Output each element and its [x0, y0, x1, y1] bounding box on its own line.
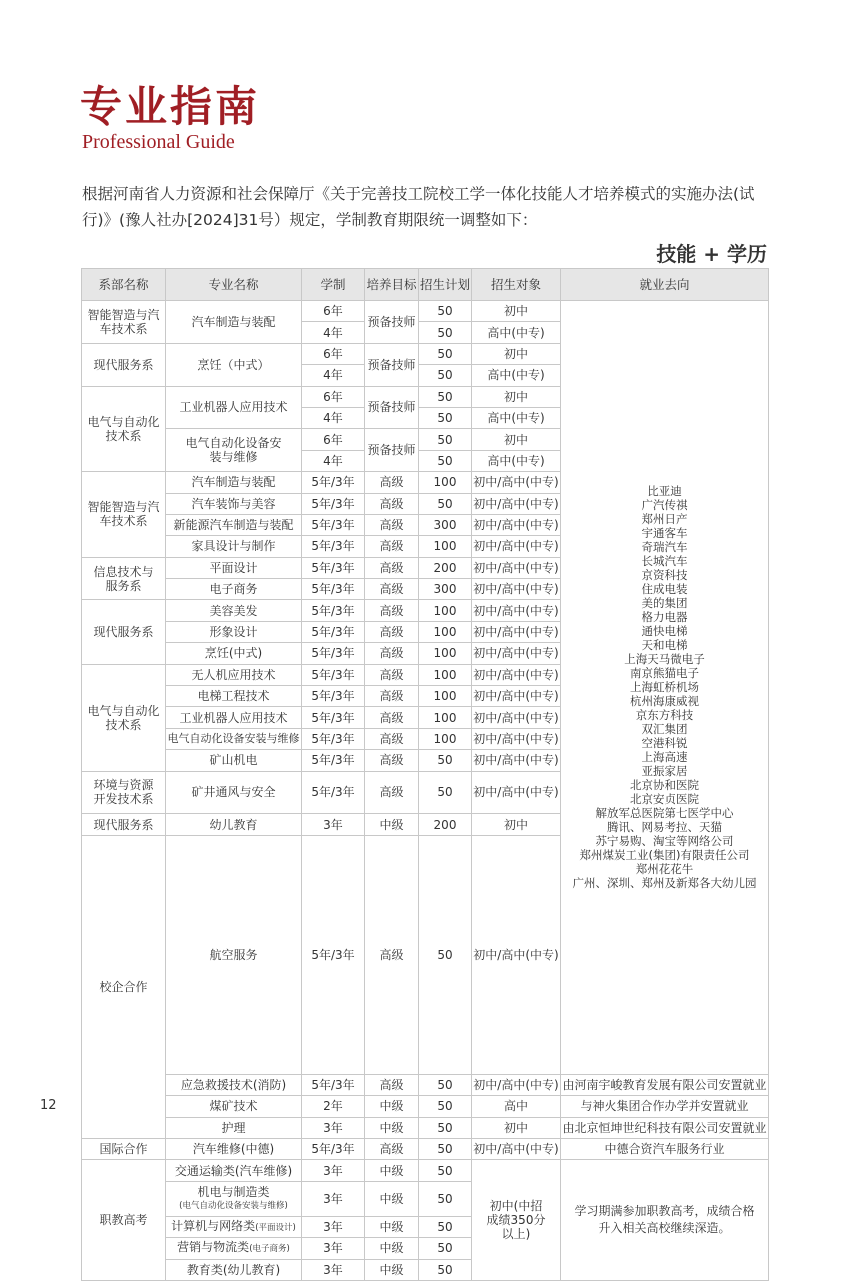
dept-cell: 校企合作 — [82, 835, 166, 1138]
plan-cell: 50 — [419, 1138, 472, 1159]
plan-cell: 50 — [419, 365, 472, 386]
duration-cell: 4年 — [302, 322, 365, 343]
target-cell: 初中/高中(中专) — [472, 643, 561, 664]
duration-cell: 5年/3年 — [302, 835, 365, 1074]
major-cell: 航空服务 — [166, 835, 302, 1074]
duration-cell: 3年 — [302, 1181, 365, 1216]
table-header-row — [82, 269, 769, 301]
target-cell: 高中(中专) — [472, 407, 561, 428]
employer-item: 空港科锐 — [641, 736, 688, 751]
target-cell: 初中/高中(中专) — [472, 771, 561, 814]
employer-item: 京资科技 — [641, 568, 688, 583]
employer-item: 解放军总医院第七医学中心 — [595, 806, 734, 821]
header-goal: 培养目标 — [365, 269, 419, 301]
plan-cell: 100 — [419, 707, 472, 728]
goal-cell: 高级 — [365, 1074, 419, 1095]
major-cell: 汽车制造与装配 — [166, 472, 302, 493]
target-cell: 初中/高中(中专) — [472, 579, 561, 600]
target-cell: 高中(中专) — [472, 450, 561, 471]
plan-cell: 50 — [419, 322, 472, 343]
duration-cell: 5年/3年 — [302, 621, 365, 642]
duration-cell: 5年/3年 — [302, 557, 365, 578]
duration-cell: 5年/3年 — [302, 771, 365, 814]
duration-cell: 5年/3年 — [302, 1074, 365, 1095]
plan-cell: 200 — [419, 814, 472, 835]
goal-cell: 高级 — [365, 643, 419, 664]
table-row — [82, 301, 769, 322]
target-cell: 初中/高中(中专) — [472, 557, 561, 578]
duration-cell: 6年 — [302, 301, 365, 322]
duration-cell: 4年 — [302, 407, 365, 428]
dept-cell: 智能智造与汽车技术系 — [82, 301, 166, 344]
plan-cell: 50 — [419, 1216, 472, 1237]
major-cell: 教育类(幼儿教育) — [166, 1259, 302, 1280]
goal-cell: 高级 — [365, 621, 419, 642]
dept-cell: 智能智造与汽车技术系 — [82, 472, 166, 558]
plan-cell: 100 — [419, 643, 472, 664]
plan-cell: 50 — [419, 429, 472, 450]
plan-cell: 100 — [419, 686, 472, 707]
duration-cell: 3年 — [302, 1160, 365, 1181]
major-cell: 形象设计 — [166, 621, 302, 642]
duration-cell: 5年/3年 — [302, 493, 365, 514]
employer-item: 美的集团 — [641, 596, 688, 611]
major-cell: 工业机器人应用技术 — [166, 386, 302, 429]
plan-cell: 50 — [419, 1238, 472, 1259]
dept-cell: 环境与资源开发技术系 — [82, 771, 166, 814]
target-cell: 初中/高中(中专) — [472, 1138, 561, 1159]
employer-item: 上海天马微电子 — [624, 652, 705, 667]
goal-cell: 高级 — [365, 1138, 419, 1159]
target-cell: 初中/高中(中专) — [472, 472, 561, 493]
goal-cell: 高级 — [365, 771, 419, 814]
duration-cell: 4年 — [302, 365, 365, 386]
goal-cell: 中级 — [365, 1160, 419, 1181]
major-cell: 汽车维修(中德) — [166, 1138, 302, 1159]
plan-cell: 100 — [419, 536, 472, 557]
target-cell: 初中/高中(中专) — [472, 536, 561, 557]
major-note: (平面设计) — [255, 1222, 296, 1233]
major-cell: 矿井通风与安全 — [166, 771, 302, 814]
target-cell: 初中(中招成绩350分以上) — [472, 1160, 561, 1281]
plan-cell: 50 — [419, 407, 472, 428]
goal-cell: 预备技师 — [365, 301, 419, 344]
plan-cell: 300 — [419, 514, 472, 535]
employer-item: 上海高速 — [641, 750, 688, 765]
employer-item: 北京协和医院 — [630, 778, 699, 793]
plan-cell: 50 — [419, 771, 472, 814]
goal-cell: 中级 — [365, 1117, 419, 1138]
duration-cell: 2年 — [302, 1096, 365, 1117]
major-cell: 无人机应用技术 — [166, 664, 302, 685]
goal-cell: 预备技师 — [365, 386, 419, 429]
target-cell: 初中/高中(中专) — [472, 493, 561, 514]
major-cell — [166, 1181, 302, 1216]
plan-cell: 50 — [419, 1259, 472, 1280]
header-employment: 就业去向 — [561, 269, 769, 301]
dept-cell: 国际合作 — [82, 1138, 166, 1159]
employment-cell: 由河南宇峻教育发展有限公司安置就业 — [561, 1074, 769, 1095]
duration-cell: 3年 — [302, 1117, 365, 1138]
employment-cell: 由北京恒坤世纪科技有限公司安置就业 — [561, 1117, 769, 1138]
target-cell: 初中/高中(中专) — [472, 664, 561, 685]
goal-cell: 中级 — [365, 1096, 419, 1117]
goal-cell: 高级 — [365, 835, 419, 1074]
page-number: 12 — [40, 1098, 57, 1113]
dept-cell: 现代服务系 — [82, 600, 166, 664]
plan-cell: 50 — [419, 1181, 472, 1216]
major-cell: 平面设计 — [166, 557, 302, 578]
table-row — [82, 1096, 769, 1117]
plan-cell: 50 — [419, 1074, 472, 1095]
employer-item: 亚振家居 — [641, 764, 688, 779]
employment-cell: 与神火集团合作办学并安置就业 — [561, 1096, 769, 1117]
target-cell: 初中/高中(中专) — [472, 835, 561, 1074]
page-subtitle: Professional Guide — [82, 131, 235, 153]
major-name: 计算机与网络类 — [171, 1218, 256, 1233]
employer-item: 郑州日产 — [641, 512, 688, 527]
duration-cell: 5年/3年 — [302, 1138, 365, 1159]
employer-item: 南京熊猫电子 — [630, 666, 699, 681]
major-cell: 汽车制造与装配 — [166, 301, 302, 344]
table-row — [82, 1160, 769, 1181]
target-cell: 初中/高中(中专) — [472, 686, 561, 707]
target-cell: 高中(中专) — [472, 322, 561, 343]
employment-cell: 学习期满参加职教高考，成绩合格升入相关高校继续深造。 — [561, 1160, 769, 1281]
duration-cell: 5年/3年 — [302, 686, 365, 707]
duration-cell: 6年 — [302, 429, 365, 450]
major-cell: 矿山机电 — [166, 750, 302, 771]
goal-cell: 高级 — [365, 536, 419, 557]
employer-item: 长城汽车 — [641, 554, 688, 569]
header-target: 招生对象 — [472, 269, 561, 301]
target-cell: 初中/高中(中专) — [472, 514, 561, 535]
goal-cell: 高级 — [365, 493, 419, 514]
employer-item: 广汽传祺 — [641, 498, 688, 513]
plan-cell: 200 — [419, 557, 472, 578]
goal-cell: 中级 — [365, 1259, 419, 1280]
dept-cell: 信息技术与服务系 — [82, 557, 166, 600]
major-cell: 应急救援技术(消防) — [166, 1074, 302, 1095]
target-cell: 初中 — [472, 386, 561, 407]
goal-cell: 高级 — [365, 728, 419, 749]
duration-cell: 5年/3年 — [302, 536, 365, 557]
plan-cell: 50 — [419, 450, 472, 471]
major-cell: 美容美发 — [166, 600, 302, 621]
employer-item: 郑州花花牛 — [635, 862, 694, 877]
employer-item: 腾讯、网易考拉、天猫 — [607, 820, 722, 835]
duration-cell: 5年/3年 — [302, 643, 365, 664]
major-cell: 护理 — [166, 1117, 302, 1138]
major-cell: 工业机器人应用技术 — [166, 707, 302, 728]
major-cell: 煤矿技术 — [166, 1096, 302, 1117]
plan-cell: 50 — [419, 1117, 472, 1138]
major-cell: 电梯工程技术 — [166, 686, 302, 707]
major-cell: 汽车装饰与美容 — [166, 493, 302, 514]
header-plan: 招生计划 — [419, 269, 472, 301]
major-note: (电气自动化设备安装与维修) — [179, 1200, 288, 1211]
goal-cell: 中级 — [365, 814, 419, 835]
employer-item: 通快电梯 — [641, 624, 688, 639]
section-label: 技能 + 学历 — [656, 242, 767, 266]
duration-cell: 3年 — [302, 814, 365, 835]
employer-item: 广州、深圳、郑州及新郑各大幼儿园 — [572, 876, 757, 891]
duration-cell: 3年 — [302, 1238, 365, 1259]
table-row — [82, 1138, 769, 1159]
target-cell: 高中 — [472, 1096, 561, 1117]
target-cell: 初中 — [472, 1117, 561, 1138]
goal-cell: 高级 — [365, 686, 419, 707]
page-title: 专业指南 — [80, 82, 261, 131]
major-cell: 幼儿教育 — [166, 814, 302, 835]
employer-item: 住成电装 — [641, 582, 688, 597]
plan-cell: 100 — [419, 472, 472, 493]
employer-item: 格力电器 — [641, 610, 688, 625]
target-cell: 初中/高中(中专) — [472, 1074, 561, 1095]
table-row — [82, 1074, 769, 1095]
major-cell: 电子商务 — [166, 579, 302, 600]
target-cell: 初中 — [472, 343, 561, 364]
plan-cell: 300 — [419, 579, 472, 600]
duration-cell: 5年/3年 — [302, 514, 365, 535]
duration-cell: 6年 — [302, 343, 365, 364]
target-cell: 初中 — [472, 301, 561, 322]
goal-cell: 高级 — [365, 707, 419, 728]
employer-item: 京东方科技 — [635, 708, 694, 723]
target-cell: 初中/高中(中专) — [472, 707, 561, 728]
header-dept: 系部名称 — [82, 269, 166, 301]
major-cell: 交通运输类(汽车维修) — [166, 1160, 302, 1181]
employer-item: 郑州煤炭工业(集团)有限责任公司 — [579, 848, 750, 863]
goal-cell: 预备技师 — [365, 429, 419, 472]
employer-item: 北京安贞医院 — [630, 792, 699, 807]
employment-cell: 中德合资汽车服务行业 — [561, 1138, 769, 1159]
goal-cell: 高级 — [365, 514, 419, 535]
duration-cell: 5年/3年 — [302, 472, 365, 493]
target-cell: 高中(中专) — [472, 365, 561, 386]
goal-cell: 中级 — [365, 1216, 419, 1237]
duration-cell: 5年/3年 — [302, 600, 365, 621]
dept-cell: 现代服务系 — [82, 343, 166, 386]
employment-list-cell — [561, 301, 769, 1075]
goal-cell: 预备技师 — [365, 343, 419, 386]
goal-cell: 中级 — [365, 1181, 419, 1216]
goal-cell: 高级 — [365, 557, 419, 578]
plan-cell: 50 — [419, 343, 472, 364]
duration-cell: 5年/3年 — [302, 750, 365, 771]
duration-cell: 4年 — [302, 450, 365, 471]
target-cell: 初中 — [472, 429, 561, 450]
target-cell: 初中/高中(中专) — [472, 600, 561, 621]
plan-cell: 50 — [419, 1096, 472, 1117]
major-name: 营销与物流类 — [177, 1240, 250, 1255]
plan-cell: 50 — [419, 493, 472, 514]
goal-cell: 高级 — [365, 664, 419, 685]
duration-cell: 5年/3年 — [302, 728, 365, 749]
dept-cell: 现代服务系 — [82, 814, 166, 835]
major-cell: 新能源汽车制造与装配 — [166, 514, 302, 535]
duration-cell: 5年/3年 — [302, 664, 365, 685]
table-row — [82, 1117, 769, 1138]
plan-cell: 50 — [419, 835, 472, 1074]
major-cell: 烹饪(中式) — [166, 643, 302, 664]
plan-cell: 100 — [419, 600, 472, 621]
major-cell — [166, 1216, 302, 1237]
target-cell: 初中/高中(中专) — [472, 750, 561, 771]
employer-item: 双汇集团 — [641, 722, 688, 737]
major-cell — [166, 1238, 302, 1259]
goal-cell: 高级 — [365, 472, 419, 493]
major-cell: 电气自动化设备安装与维修 — [166, 429, 302, 472]
employer-item: 宇通客车 — [641, 526, 688, 541]
goal-cell: 高级 — [365, 579, 419, 600]
employer-item: 奇瑞汽车 — [641, 540, 688, 555]
employer-item: 天和电梯 — [641, 638, 688, 653]
duration-cell: 6年 — [302, 386, 365, 407]
major-note: (电子商务) — [249, 1244, 290, 1255]
duration-cell: 3年 — [302, 1259, 365, 1280]
plan-cell: 50 — [419, 1160, 472, 1181]
dept-cell: 电气与自动化技术系 — [82, 386, 166, 472]
employer-item: 杭州海康威视 — [630, 694, 699, 709]
major-cell: 烹饪（中式） — [166, 343, 302, 386]
target-cell: 初中/高中(中专) — [472, 621, 561, 642]
program-table — [81, 268, 769, 1281]
employer-item: 苏宁易购、淘宝等网络公司 — [595, 834, 734, 849]
duration-cell: 5年/3年 — [302, 707, 365, 728]
plan-cell: 100 — [419, 728, 472, 749]
employer-item: 上海虹桥机场 — [630, 680, 699, 695]
major-name: 机电与制造类 — [197, 1184, 270, 1199]
dept-cell: 职教高考 — [82, 1160, 166, 1281]
plan-cell: 50 — [419, 301, 472, 322]
dept-cell: 电气与自动化技术系 — [82, 664, 166, 771]
employer-item: 比亚迪 — [647, 484, 682, 499]
intro-paragraph: 根据河南省人力资源和社会保障厅《关于完善技工院校工学一体化技能人才培养模式的实施办法(试行)》(豫人社办[2024]31号）规定，学制教育期限统一调整如下： — [82, 185, 755, 229]
major-cell: 电气自动化设备安装与维修 — [166, 728, 302, 749]
goal-cell: 高级 — [365, 750, 419, 771]
target-cell: 初中/高中(中专) — [472, 728, 561, 749]
major-cell: 家具设计与制作 — [166, 536, 302, 557]
plan-cell: 50 — [419, 386, 472, 407]
plan-cell: 100 — [419, 621, 472, 642]
target-cell: 初中 — [472, 814, 561, 835]
header-major: 专业名称 — [166, 269, 302, 301]
duration-cell: 5年/3年 — [302, 579, 365, 600]
header-duration: 学制 — [302, 269, 365, 301]
duration-cell: 3年 — [302, 1216, 365, 1237]
goal-cell: 中级 — [365, 1238, 419, 1259]
goal-cell: 高级 — [365, 600, 419, 621]
plan-cell: 50 — [419, 750, 472, 771]
plan-cell: 100 — [419, 664, 472, 685]
